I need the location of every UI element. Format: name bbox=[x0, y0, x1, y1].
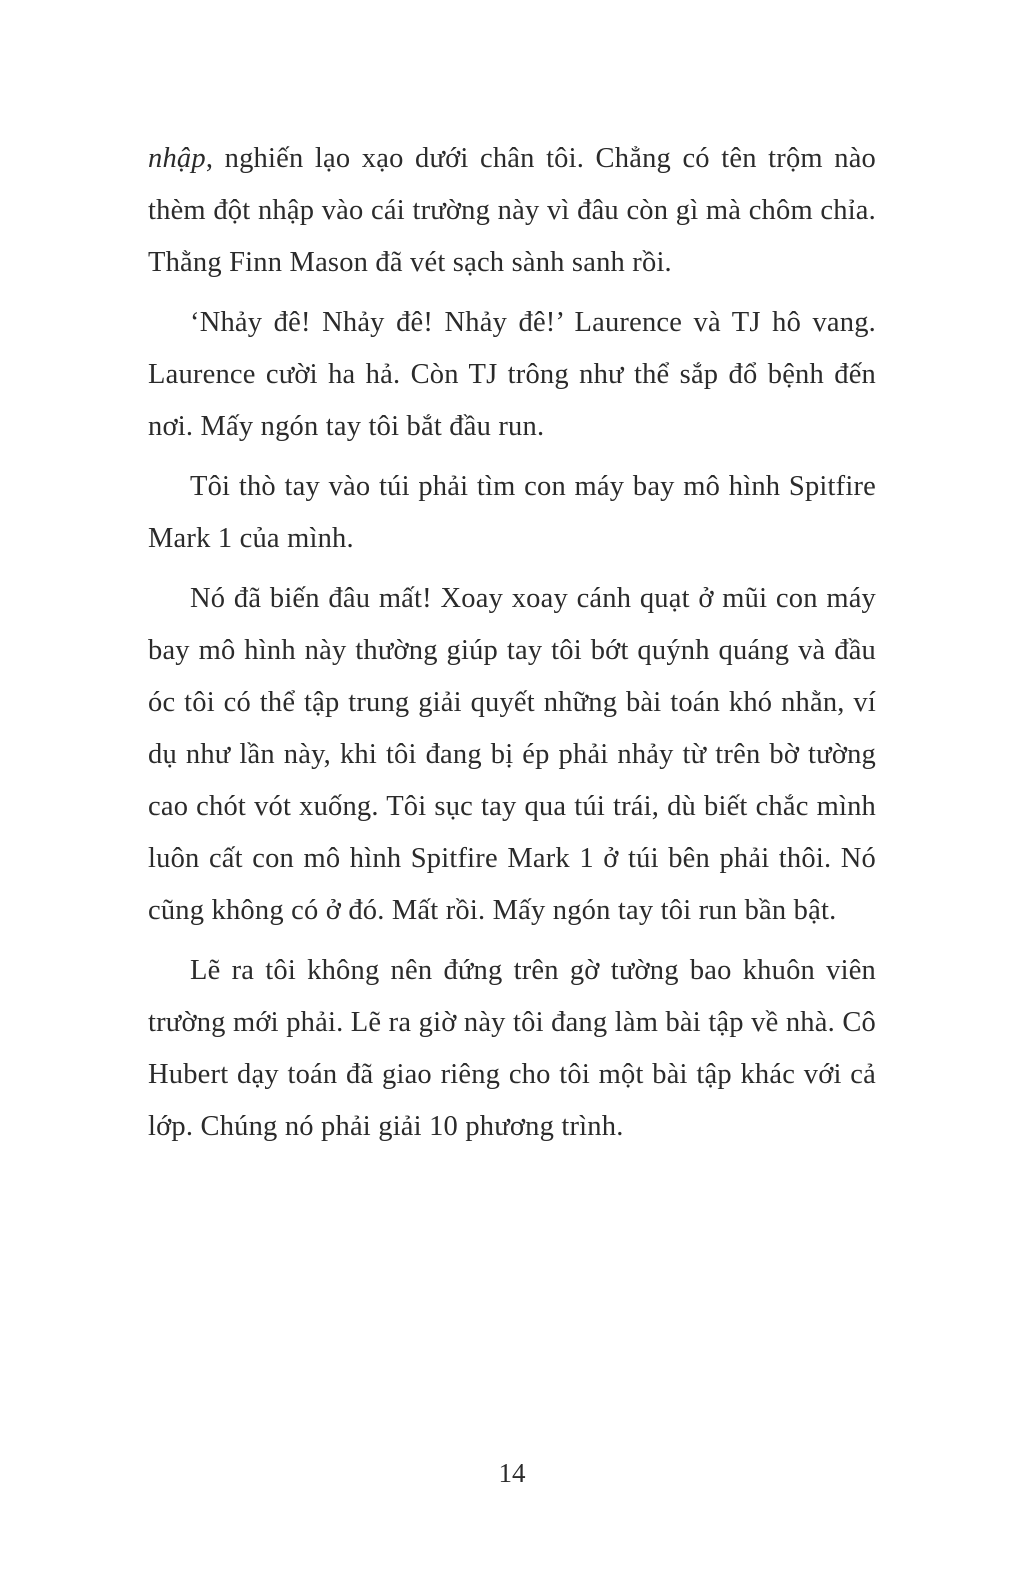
paragraph-text: , nghiến lạo xạo dưới chân tôi. Chẳng có tên trộm nào thèm đột nhập vào cái trường này vì đâu còn gì mà chôm chỉa. Thằng Finn Mason đã vét sạch sành sanh rồi. bbox=[148, 143, 876, 278]
paragraph: Lẽ ra tôi không nên đứng trên gờ tường bao khuôn viên trường mới phải. Lẽ ra giờ này tôi đang làm bài tập về nhà. Cô Hubert dạy toán đã giao riêng cho tôi một bài tập khác với cả lớp. Chúng nó phải giải 10 phương trình. bbox=[148, 955, 876, 1142]
text-block bbox=[148, 133, 876, 1161]
page-number: 14 bbox=[498, 1458, 526, 1488]
italic-lead-word: nhập bbox=[148, 143, 206, 174]
paragraph bbox=[148, 133, 876, 289]
paragraph: ‘Nhảy đê! Nhảy đê! Nhảy đê!’ Laurence và TJ hô vang. Laurence cười ha hả. Còn TJ trông như thể sắp đổ bệnh đến nơi. Mấy ngón tay tôi bắt đầu run. bbox=[148, 307, 876, 442]
paragraph: Nó đã biến đâu mất! Xoay xoay cánh quạt ở mũi con máy bay mô hình này thường giúp tay tôi bớt quýnh quáng và đầu óc tôi có thể tập trung giải quyết những bài toán khó nhằn, ví dụ như lần này, khi tôi đang bị ép phải nhảy từ trên bờ tường cao chót vót xuống. Tôi sục tay qua túi trái, dù biết chắc mình luôn cất con mô hình Spitfire Mark 1 ở túi bên phải thôi. Nó cũng không có ở đó. Mất rồi. Mấy ngón tay tôi run bần bật. bbox=[148, 583, 876, 926]
paragraph: Tôi thò tay vào túi phải tìm con máy bay mô hình Spitfire Mark 1 của mình. bbox=[148, 471, 876, 554]
